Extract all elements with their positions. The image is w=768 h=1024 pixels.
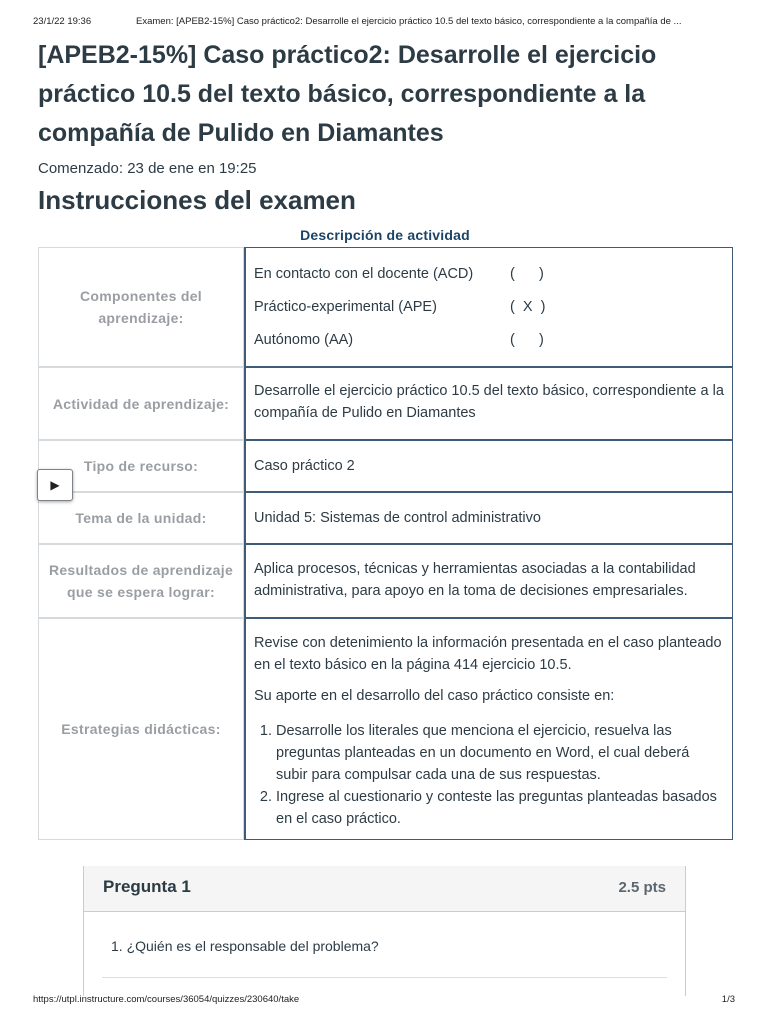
component-mark: ( ) (510, 332, 544, 348)
table-caption: Descripción de actividad (300, 227, 470, 243)
print-url: https://utpl.instructure.com/courses/36054/quizzes/230640/take (33, 994, 300, 1005)
strategy-step: 2. Ingrese al cuestionario y conteste las preguntas planteadas basados en el caso práctico. (276, 786, 724, 830)
table-row-activity (38, 367, 733, 440)
started-timestamp: Comenzado: 23 de ene en 19:25 (38, 160, 257, 177)
component-name: Autónomo (AA) (254, 332, 354, 348)
resource-text: Caso práctico 2 (254, 458, 355, 474)
components-label: Componentes del aprendizaje: (38, 247, 244, 367)
strategies-intro: Revise con detenimiento la información presentada en el caso planteado en el texto básico en la página 414 ejercicio 10.5. (254, 635, 722, 673)
question-divider (102, 977, 667, 978)
component-name: Práctico-experimental (APE) (254, 299, 437, 315)
component-name: En contacto con el docente (ACD) (254, 266, 474, 282)
components-value (244, 247, 733, 367)
media-play-button[interactable] (37, 469, 73, 501)
table-row-results (38, 544, 733, 618)
question-points: 2.5 pts (618, 879, 666, 896)
print-timestamp: 23/1/22 19:36 (33, 16, 92, 27)
unit-text: Unidad 5: Sistemas de control administrativo (254, 510, 541, 526)
activity-value (244, 367, 733, 440)
resource-label: Tipo de recurso: (38, 440, 244, 492)
question-card (83, 866, 686, 996)
resource-value (244, 440, 733, 492)
results-label: Resultados de aprendizaje que se espera lograr: (38, 544, 244, 618)
unit-label: Tema de la unidad: (38, 492, 244, 544)
component-mark: ( X ) (510, 299, 546, 315)
print-footer (33, 994, 735, 1010)
table-row-strategies (38, 618, 733, 840)
results-text: Aplica procesos, técnicas y herramientas asociadas a la contabilidad administrativa, para apoyo en la toma de decisiones empresariales. (254, 561, 696, 599)
unit-value (244, 492, 733, 544)
instructions-heading: Instrucciones del examen (38, 185, 356, 215)
component-mark: ( ) (510, 266, 544, 282)
question-text: 1. ¿Quién es el responsable del problema? (111, 938, 379, 954)
strategies-label: Estrategias didácticas: (38, 618, 244, 840)
play-icon: ▶ (50, 478, 60, 492)
table-row-unit (38, 492, 733, 544)
strategies-steps (254, 720, 724, 830)
table-row-components (38, 247, 733, 367)
question-title: Pregunta 1 (103, 877, 191, 896)
print-page-number: 1/3 (721, 994, 735, 1005)
table-row-resource (38, 440, 733, 492)
print-page-title: Examen: [APEB2-15%] Caso práctico2: Desarrolle el ejercicio práctico 10.5 del texto básico, correspondiente a la compañía de ... (136, 16, 682, 27)
results-value (244, 544, 733, 618)
strategy-step: 1. Desarrolle los literales que menciona el ejercicio, resuelva las preguntas planteadas en un documento en Word, el cual deberá subir para compulsar cada una de sus respuestas. (276, 720, 724, 786)
activity-text: Desarrolle el ejercicio práctico 10.5 del texto básico, correspondiente a la compañía de Pulido en Diamantes (254, 383, 724, 421)
activity-label: Actividad de aprendizaje: (38, 367, 244, 440)
quiz-title: [APEB2-15%] Caso práctico2: Desarrolle el ejercicio práctico 10.5 del texto básico, correspondiente a la compañía de Pulido en Diamantes (38, 41, 657, 147)
question-header (84, 866, 685, 912)
print-header (33, 16, 735, 32)
strategies-value (244, 618, 733, 840)
strategies-lead: Su aporte en el desarrollo del caso práctico consiste en: (254, 688, 615, 704)
